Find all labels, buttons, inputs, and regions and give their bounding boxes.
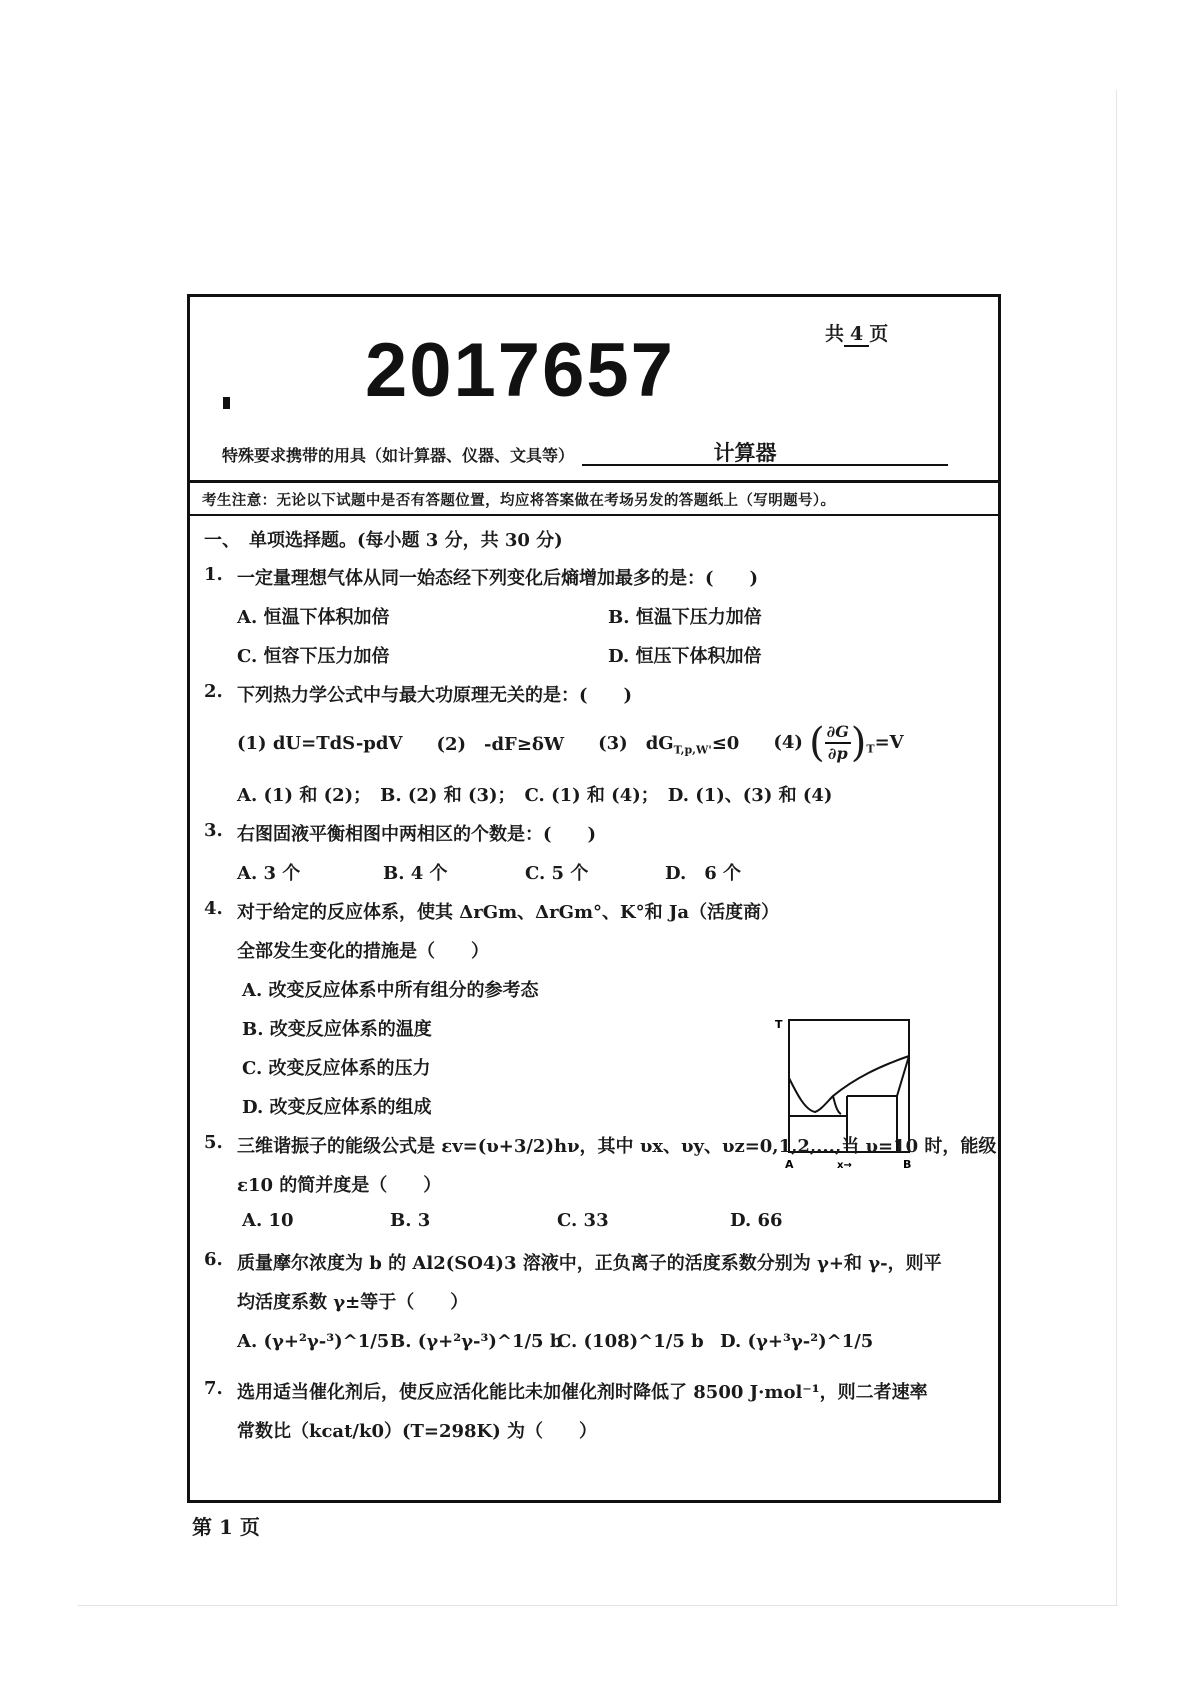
q1-number: 1. [204,564,223,585]
q2-formula-3 [598,729,739,757]
q4-text-line-2: 全部发生变化的措施是（ ） [237,941,489,962]
q2-formula-4-label: (4) [773,732,803,753]
header-divider [190,480,998,483]
q3-option-d: D. 6 个 [665,863,742,884]
q2-formula-1: (1) dU=TdS-pdV [237,732,403,754]
q1-option-d: D. 恒压下体积加倍 [608,646,762,667]
q6-option-d: D. (γ+³γ-²)^1/5 [720,1331,874,1352]
phase-diagram-x-right: B [903,1158,912,1171]
q4-option-b: B. 改变反应体系的温度 [242,1019,432,1040]
q5-option-b: B. 3 [390,1210,431,1231]
section-title: 一、 单项选择题。(每小题 3 分，共 30 分) [204,530,563,551]
q2-options: A. (1) 和 (2)； B. (2) 和 (3)； C. (1) 和 (4)； D. (1)、(3) 和 (4) [237,785,833,806]
q6-option-c: C. (108)^1/5 b [557,1331,704,1352]
q2-formula-3-sub: T,p,W' [673,743,712,757]
q6-option-a: A. (γ+²γ-³)^1/5 [237,1331,390,1352]
question-content [190,516,998,1500]
q1-option-b: B. 恒温下压力加倍 [608,607,762,628]
tools-row [222,442,948,466]
exam-sheet [187,294,1001,1503]
total-pages-suffix: 页 [869,323,889,345]
tools-label: 特殊要求携带的用具（如计算器、仪器、文具等） [222,446,575,465]
q2-formula-4-den: ∂p [827,744,848,763]
phase-diagram-y-label: T [775,1018,783,1031]
total-pages [825,319,888,347]
q5-option-c: C. 33 [557,1210,609,1231]
exam-code: 2017657 [365,328,675,413]
q7-number: 7. [204,1378,223,1399]
q2-formula-4 [773,720,903,766]
q5-text-line-2: ε10 的简并度是（ ） [237,1175,442,1196]
page-number: 第 1 页 [192,1515,260,1539]
q3-text: 右图固液平衡相图中两相区的个数是：( ) [237,824,597,845]
partial-derivative [825,722,851,764]
q3-option-b: B. 4 个 [383,863,448,884]
left-paren-glyph: ( [809,720,825,766]
phase-diagram-x-left: A [785,1158,794,1171]
scan-edge-bottom [78,1605,1118,1606]
q2-formula-4-sub: T [866,742,875,756]
q2-formula-3-main: (3) dG [598,733,674,755]
liquidus-curve [789,1056,909,1112]
q2-text: 下列热力学公式中与最大功原理无关的是：( ) [237,685,633,706]
q1-option-c: C. 恒容下压力加倍 [237,646,390,667]
q5-option-a: A. 10 [242,1210,294,1231]
candidate-notice: 考生注意：无论以下试题中是否有答题位置，均应将答案做在考场另发的答题纸上（写明题号）。 [202,492,836,509]
right-paren-glyph: ) [850,720,867,766]
q3-option-c: C. 5 个 [525,863,589,884]
q2-number: 2. [204,681,223,702]
q2-formula-2: (2) -dF≥δW [436,734,565,755]
q6-text-line-1: 质量摩尔浓度为 b 的 Al2(SO4)3 溶液中，正负离子的活度系数分别为 γ+和 γ-，则平 [237,1253,942,1274]
q7-text-line-2: 常数比（kcat/k0）(T=298K) 为（ ） [237,1421,597,1442]
tools-value: 计算器 [582,442,948,466]
phase-diagram-x-axis: x→ [837,1160,852,1171]
q6-number: 6. [204,1249,223,1270]
q4-number: 4. [204,898,223,919]
q6-option-b: B. (γ+²γ-³)^1/5 b [390,1331,563,1352]
q5-option-d: D. 66 [730,1210,783,1231]
q1-option-a: A. 恒温下体积加倍 [237,607,390,628]
solid-solution-line [897,1056,909,1096]
q2-formula-3-tail: ≤0 [711,733,740,755]
total-pages-prefix: 共 [825,323,845,345]
compound-curve [833,1096,841,1114]
q5-text-line-1: 三维谐振子的能级公式是 εv=(υ+3/2)hν，其中 υx、υy、υz=0,1,2,...,当 υ=10 时，能级 [237,1136,997,1157]
q3-number: 3. [204,820,223,841]
q4-option-a: A. 改变反应体系中所有组分的参考态 [242,980,539,1001]
q3-option-a: A. 3 个 [237,863,301,884]
q2-formula-4-num: ∂G [826,722,849,741]
scan-mark [223,397,230,409]
q4-option-c: C. 改变反应体系的压力 [242,1058,431,1079]
q5-number: 5. [204,1132,223,1153]
q4-text-line-1: 对于给定的反应体系，使其 ΔrGm、ΔrGm°、K°和 Ja（活度商） [237,902,780,923]
q6-text-line-2: 均活度系数 γ±等于（ ） [237,1292,469,1313]
q1-text: 一定量理想气体从同一始态经下列变化后熵增加最多的是：( ) [237,568,759,589]
q4-option-d: D. 改变反应体系的组成 [242,1097,432,1118]
exam-header [190,297,998,480]
q7-text-line-1: 选用适当催化剂后，使反应活化能比未加催化剂时降低了 8500 J·mol⁻¹，则二者速率 [237,1382,928,1403]
scan-edge-right [1116,90,1117,1605]
q2-formula-4-tail: =V [874,732,904,753]
q2-formulas [237,720,904,766]
total-pages-count: 4 [844,323,869,347]
